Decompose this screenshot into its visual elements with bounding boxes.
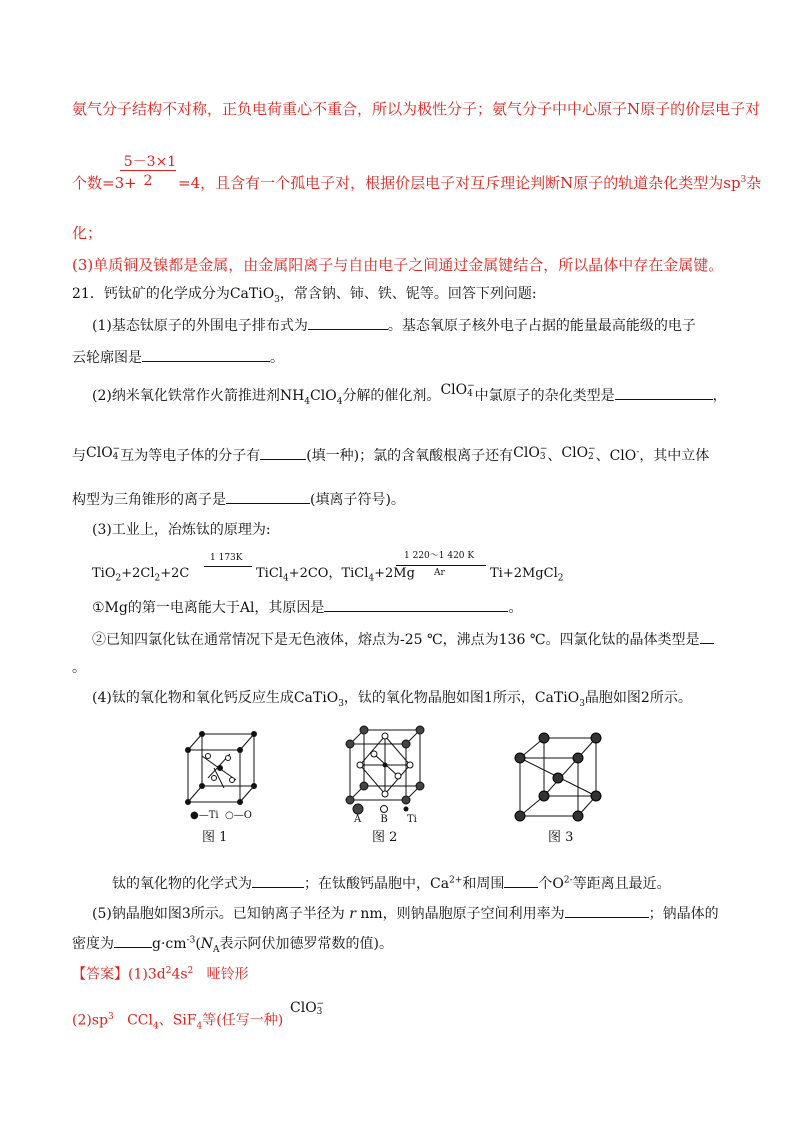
- equation-1-right: TiCl$_4$+2CO，TiCl$_4$+2Mg: [256, 566, 415, 584]
- fraction-denominator: 2: [143, 173, 153, 189]
- equation-2-arrow: [396, 565, 486, 566]
- answer-blank: [114, 934, 152, 948]
- answer-prev-line3: 化；: [72, 224, 103, 242]
- equation-1-condition: 1 173K: [210, 553, 243, 563]
- answer-blank: [142, 348, 270, 362]
- fraction-numerator: 5－3×1: [123, 154, 177, 170]
- fraction-bar: [120, 170, 176, 171]
- answer-prev-line2a: 个数=3+: [72, 174, 137, 192]
- equation-2-condition-bottom: Ar: [434, 568, 445, 578]
- answer-part2: $(2)sp^3$ CCl$_4$、SiF$_4$等(任写一种): [72, 1012, 284, 1032]
- answer-blank: [615, 386, 713, 400]
- answer-blank: [565, 904, 649, 918]
- q21-part1-line1: (1)基态钛原子的外围电子排布式为 。基态氧原子核外电子占据的能量最高能级的电子: [92, 318, 696, 334]
- answer-blank: [260, 446, 306, 460]
- figure-1-crystal: [178, 726, 258, 816]
- answer-blank: [252, 874, 304, 888]
- q21-part2-line3: 构型为三角锥形的离子是 (填离子符号)。: [72, 492, 405, 508]
- figure-2-crystal: [340, 720, 430, 810]
- figure-3-caption: 图 3: [548, 830, 574, 845]
- answer-blank: [324, 598, 508, 612]
- answer-prev-line4: (3)单质铜及镍都是金属，由金属阳离子与自由电子之间通过金属键结合，所以晶体中存在金属键。: [72, 256, 724, 274]
- answer-blank: [700, 630, 714, 644]
- equation-1-arrow: [204, 566, 252, 567]
- q21-part4-intro: (4)钛的氧化物和氧化钙反应生成CaTiO$_3$，钛的氧化物晶胞如图1所示，CaTiO$_3$晶胞如图2所示。: [92, 690, 692, 709]
- answer-prev-line2b: =4，且含有一个孤电子对，根据价层电子对互斥理论判断N原子的轨道杂化类型为$sp^3$杂: [178, 174, 762, 192]
- answer-prev-line1: 氨气分子结构不对称，正负电荷重心不重合，所以为极性分子；氨气分子中中心原子N原子的价层电子对: [72, 100, 761, 118]
- q21-part2-line1: (2)纳米氧化铁常作火箭推进剂$NH_4ClO_4$分解的催化剂。ClO− 4 中氯原子的杂化类型是 ，: [92, 380, 727, 407]
- answer-part2-clo3: ClO− 3: [290, 999, 325, 1018]
- answer-blank: [504, 874, 538, 888]
- q21-part3-q2-end: 。: [72, 660, 86, 676]
- equation-2-condition-top: 1 220～1 420 K: [404, 551, 475, 561]
- q21-intro: 21．钙钛矿的化学成分为CaTiO$_3$，常含钠、铈、铁、铌等。回答下列问题:: [72, 286, 537, 305]
- answer-blank: [226, 490, 310, 504]
- q21-part3-q2: ②已知四氯化钛在通常情况下是无色液体，熔点为-25 ℃，沸点为136 ℃。四氯化钛的晶体类型是: [92, 630, 714, 649]
- q21-part2-line2: 与ClO− 4 互为等电子体的分子有 (填一种)；氯的含氧酸根离子还有ClO− 3 、ClO− 2 、ClO-，其中立体: [72, 443, 710, 464]
- figure-3-crystal: [508, 728, 604, 824]
- figure-1-caption: 图 1: [202, 830, 228, 845]
- figure-1-legend: ●—Ti ○—O: [190, 810, 252, 821]
- answer-blank: [308, 316, 388, 330]
- figure-2-legend: A B Ti: [354, 814, 417, 825]
- figure-2-caption: 图 2: [372, 830, 398, 845]
- q21-part4-question: 钛的氧化物的化学式为 ；在钛酸钙晶胞中，$Ca^{2+}$和周围 个$O^{2-}$等距离且最近。: [112, 875, 671, 892]
- q21-part3-q1: ①Mg的第一电离能大于Al，其原因是 。: [92, 600, 523, 616]
- equation-2-right: Ti+2MgCl$_2$: [490, 566, 564, 584]
- q21-part5-line2: 密度为 $g\cdot cm^{-3}(N_A$表示阿伏加德罗常数的值)。: [72, 935, 393, 955]
- q21-part5-line1: (5)钠晶胞如图3所示。已知钠离子半径为 r nm，则钠晶胞原子空间利用率为 ；钠晶体的: [92, 906, 719, 922]
- equation-1-left: $TiO_2+2Cl_2+2C$: [92, 566, 190, 584]
- q21-part3-intro: (3)工业上，冶炼钛的原理为:: [92, 522, 271, 538]
- answer-part1: 【答案】$(1)3d^24s^2$ 哑铃形: [72, 966, 249, 983]
- q21-part1-line2: 云轮廓图是 。: [72, 350, 284, 366]
